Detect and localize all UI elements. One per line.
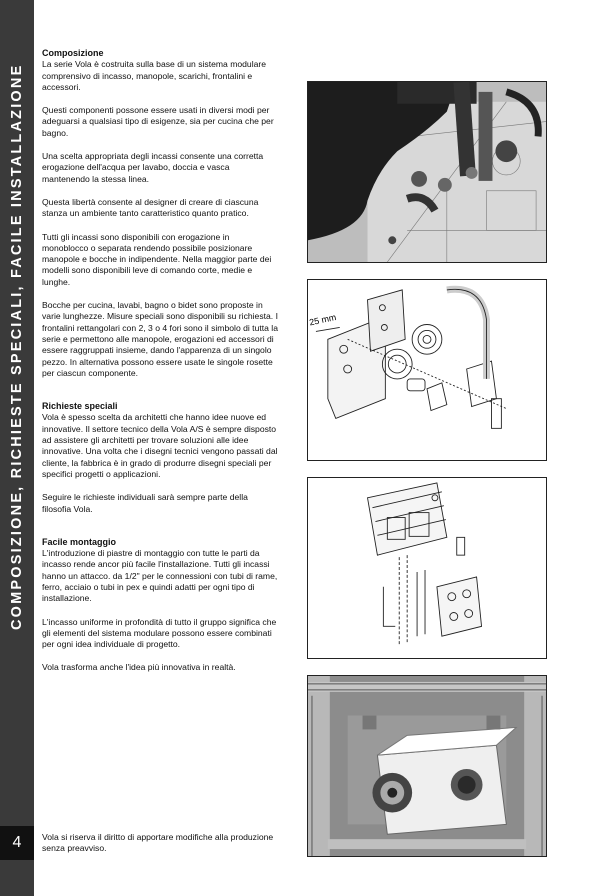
- paragraph: L'introduzione di piastre di montaggio con tutte le parti da incasso rende ancor più facile l'installazione. Tutti gli incassi hanno un attacco. da 1/2" per le connessioni con tubi di rame, ferro, acciaio o tubi in pex e quindi adatti per ogni tipo di installazione.: [42, 548, 278, 604]
- section-composizione: [42, 48, 278, 379]
- mounting-plate-drawing: [307, 477, 547, 659]
- page-number: 4: [0, 826, 34, 860]
- section-heading: Richieste speciali: [42, 401, 118, 412]
- section-richieste-speciali: [42, 401, 278, 515]
- paragraph: Vola trasforma anche l'idea più innovativa in realtà.: [42, 662, 236, 673]
- dimension-label: 25 mm: [308, 312, 338, 328]
- paragraph: Tutti gli incassi sono disponibili con erogazione in monoblocco o separata rendendo possibile posizionare manopole e bocche in indipendente. Nella maggior parte dei modelli sono disponibili leve di comando corte, medie e lunghe.: [42, 231, 272, 287]
- footer-note: Vola si riserva il diritto di apportare modifiche alla produzione senza preavviso.: [42, 832, 274, 854]
- paragraph: Bocche per cucina, lavabi, bagno o bidet sono proposte in varie lunghezze. Misure speciali sono disponibili su richiesta. I frontalini rettangolari con 2, 3 o 4 fori sono il simbolo di tutta la serie e permettono alle manopole, erogazioni ed accessori di essere raggruppati insieme, dando l'apparenza di un singolo pezzo. In alternativa possono essere usate le singole rosette per ciascun componente.: [42, 300, 278, 378]
- photo-parts-on-drawing: [307, 81, 547, 263]
- photo-mounting-housing: [307, 675, 547, 857]
- paragraph: Questi componenti possone essere usati in diversi modi per adeguarsi a qualsiasi tipo di esigenze, sia per cucina che per bagno.: [42, 105, 274, 138]
- sidebar-band: [0, 0, 34, 896]
- paragraph: Questa libertà consente al designer di creare di ciascuna stanza un ambiente tanto caratteristico quanto pratico.: [42, 196, 259, 219]
- paragraph: L'incasso uniforme in profondità di tutto il gruppo significa che gli elementi del sistema modulare possono essere combinati per ogni idea individuale di progetto.: [42, 616, 277, 650]
- exploded-view-drawing: [307, 279, 547, 461]
- paragraph: La serie Vola è costruita sulla base di un sistema modulare comprensivo di incasso, manopole, scarichi, frontalini e accessori.: [42, 59, 267, 92]
- paragraph: Vola è spesso scelta da architetti che hanno idee nuove ed innovative. Il settore tecnico della Vola A/S è sempre disposto ad assistere gli architetti per trovare soluzioni alle idee innovative. Una volta che i disegni tecnici vengono passati dal cliente, la fabbrica è in grado di produrre disegni speciali per specifici progetti o applicazioni.: [42, 412, 278, 479]
- paragraph: Seguire le richieste individuali sarà sempre parte della filosofia Vola.: [42, 492, 248, 514]
- section-facile-montaggio: [42, 537, 278, 674]
- section-heading: Composizione: [42, 48, 104, 58]
- paragraph: Una scelta appropriata degli incassi consente una corretta erogazione dell'acqua per lavabo, doccia e vasca mantenendo la stessa linea.: [42, 151, 264, 184]
- section-heading: Facile montaggio: [42, 536, 117, 547]
- vertical-section-title: COMPOSIZIONE, RICHIESTE SPECIALI, FACILE INSTALLAZIONE: [9, 63, 25, 630]
- body-text-column: [42, 48, 278, 686]
